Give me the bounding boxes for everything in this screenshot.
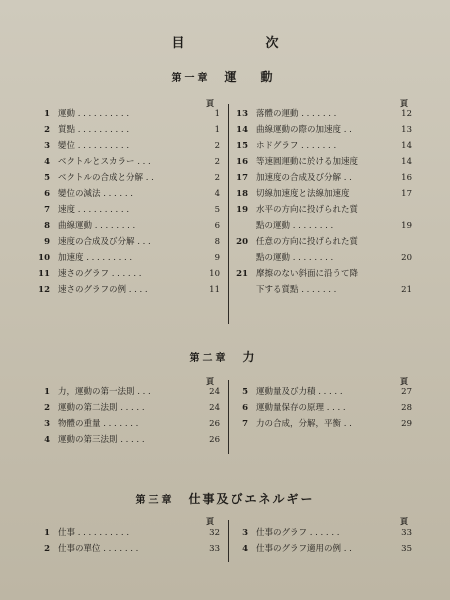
- toc-entry[interactable]: 12 速さのグラフの例 . . . . 11: [38, 285, 220, 295]
- toc-entry[interactable]: 4 仕事のグラフ適用の例 . . 35: [242, 544, 412, 554]
- column-divider: [228, 380, 229, 454]
- page-column-header: 頁: [206, 376, 214, 386]
- toc-entry[interactable]: 4 運動の第三法則 . . . . . 26: [44, 435, 220, 445]
- toc-entry[interactable]: 6 變位の減法 . . . . . . 4: [44, 189, 220, 199]
- toc-column-left: [38, 106, 220, 298]
- toc-entry[interactable]: 1 仕事 . . . . . . . . . . 32: [44, 528, 220, 538]
- toc-entry[interactable]: 18 切線加速度と法線加速度 17: [236, 189, 412, 199]
- page-column-header: 頁: [400, 516, 408, 526]
- chapter-name: 運 動: [224, 70, 279, 84]
- toc-entry[interactable]: 5 ベクトルの合成と分解 . . 2: [44, 173, 220, 183]
- page-column-header: 頁: [400, 98, 408, 108]
- chapter-heading: [0, 490, 450, 507]
- chapter-heading: [0, 68, 450, 85]
- toc-entry[interactable]: 1 運動 . . . . . . . . . . 1: [44, 109, 220, 119]
- column-divider: [228, 104, 229, 324]
- toc-entry[interactable]: 2 仕事の單位 . . . . . . . 33: [44, 544, 220, 554]
- toc-entry[interactable]: 15 ホドグラフ . . . . . . . 14: [236, 141, 412, 151]
- toc-column-left: [38, 525, 220, 557]
- toc-entry[interactable]: 3 仕事のグラフ . . . . . . 33: [242, 528, 412, 538]
- toc-entry[interactable]: 16 等速圓運動に於ける加速度 14: [236, 157, 412, 167]
- toc-entry[interactable]: 13 落體の運動 . . . . . . . 12: [236, 109, 412, 119]
- toc-entry[interactable]: 11 速さのグラフ . . . . . . 10: [38, 269, 220, 279]
- toc-entry[interactable]: 21 摩擦のない斜面に沿うて降: [236, 269, 359, 279]
- page-column-header: 頁: [400, 376, 408, 386]
- toc-entry[interactable]: 9 速度の合成及び分解 . . . 8: [44, 237, 220, 247]
- toc-entry[interactable]: 2 質點 . . . . . . . . . . 1: [44, 125, 220, 135]
- chapter-heading: [0, 348, 450, 365]
- page-column-header: 頁: [206, 516, 214, 526]
- toc-entry[interactable]: 7 力の合成，分解，平衡 . . 29: [242, 419, 412, 429]
- toc-column-left: [38, 384, 220, 448]
- toc-entry[interactable]: 7 速度 . . . . . . . . . . 5: [44, 205, 220, 215]
- chapter-name: 力: [242, 350, 261, 364]
- toc-entry[interactable]: 10 加速度 . . . . . . . . . 9: [38, 253, 220, 263]
- chapter-name: 仕事及びエネルギー: [188, 492, 315, 506]
- toc-entry[interactable]: 5 運動量及び力積 . . . . . 27: [242, 387, 412, 397]
- chapter-label: 第一章: [171, 73, 211, 84]
- toc-entry[interactable]: 14 曲線運動の際の加速度 . . 13: [236, 125, 412, 135]
- chapter-label: 第三章: [135, 495, 175, 506]
- toc-entry[interactable]: 8 曲線運動 . . . . . . . . 6: [44, 221, 220, 231]
- toc-entry[interactable]: 4 ベクトルとスカラー . . . 2: [44, 157, 220, 167]
- toc-column-right: [236, 384, 412, 432]
- toc-entry[interactable]: 19 水平の方向に投げられた質: [236, 205, 359, 215]
- toc-entry[interactable]: 20 任意の方向に投げられた質: [236, 237, 359, 247]
- column-divider: [228, 520, 229, 562]
- toc-entry[interactable]: 點の運動 . . . . . . . . 19: [256, 221, 412, 231]
- chapter-label: 第二章: [189, 353, 229, 364]
- toc-entry[interactable]: 17 加速度の合成及び分解 . . 16: [236, 173, 412, 183]
- page-title: 目 次: [171, 36, 313, 51]
- toc-entry[interactable]: 1 力，運動の第一法則 . . . 24: [44, 387, 220, 397]
- toc-entry[interactable]: 下する質點 . . . . . . . 21: [256, 285, 412, 295]
- page-column-header: 頁: [206, 98, 214, 108]
- toc-entry[interactable]: 6 運動量保存の原理 . . . . 28: [242, 403, 412, 413]
- toc-entry[interactable]: 點の運動 . . . . . . . . 20: [256, 253, 412, 263]
- toc-entry[interactable]: 2 運動の第二法則 . . . . . 24: [44, 403, 220, 413]
- toc-column-right: [236, 106, 412, 298]
- toc-column-right: [236, 525, 412, 557]
- toc-entry[interactable]: 3 物體の重量 . . . . . . . 26: [44, 419, 220, 429]
- toc-entry[interactable]: 3 變位 . . . . . . . . . . 2: [44, 141, 220, 151]
